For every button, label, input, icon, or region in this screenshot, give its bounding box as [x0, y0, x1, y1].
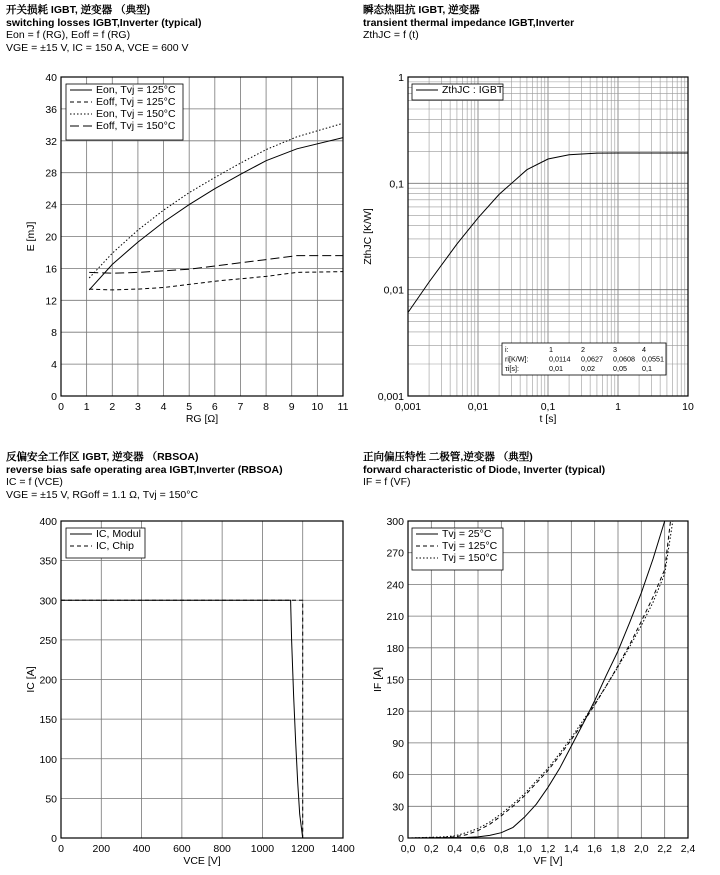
x-tick-label: 1,4	[564, 843, 579, 855]
chart-conditions: VGE = ±15 V, RGoff = 1.1 Ω, Tvj = 150°C	[6, 488, 199, 501]
x-axis-label: VF [V]	[533, 855, 563, 867]
legend-label: Eon, Tvj = 150°C	[96, 108, 176, 120]
chart-formula: IC = f (VCE)	[6, 476, 63, 488]
x-tick-label: 1200	[291, 843, 315, 855]
chart-conditions: VGE = ±15 V, IC = 150 A, VCE = 600 V	[6, 41, 189, 54]
y-tick-label: 36	[45, 103, 57, 116]
y-tick-label: 210	[386, 611, 404, 624]
x-axis-label: RG [Ω]	[185, 413, 219, 425]
chart-formula: IF = f (VF)	[363, 476, 411, 488]
y-tick-label: 16	[45, 263, 57, 276]
chart-title-cn: 开关损耗 IGBT, 逆变器 （典型)	[6, 4, 151, 16]
thermal-table-cell: 2	[581, 345, 585, 354]
x-tick-label: 0,1	[540, 401, 556, 413]
y-tick-label: 30	[392, 801, 404, 814]
series-line-1	[89, 272, 343, 290]
thermal-table-cell: 0,01	[549, 364, 563, 373]
y-tick-label: 250	[39, 634, 57, 647]
x-tick-label: 1	[615, 401, 621, 413]
x-tick-label: 0	[58, 401, 64, 413]
thermal-table-cell: i:	[505, 345, 509, 354]
thermal-table-cell: 3	[613, 345, 617, 354]
legend-label: Eon, Tvj = 125°C	[96, 84, 176, 96]
legend	[412, 528, 503, 570]
x-tick-label: 5	[186, 401, 193, 413]
x-tick-label: 3	[134, 401, 141, 413]
thermal-table-cell: 0,0627	[581, 354, 603, 364]
y-tick-label: 90	[392, 737, 404, 750]
x-tick-label: 600	[173, 843, 191, 855]
chart-zth	[362, 72, 694, 425]
y-tick-label: 28	[45, 167, 57, 180]
x-tick-label: 200	[92, 843, 111, 855]
x-tick-label: 8	[263, 401, 270, 413]
x-tick-label: 10	[311, 401, 324, 413]
y-tick-label: 300	[39, 595, 57, 608]
y-tick-label: 300	[386, 516, 404, 528]
thermal-table-cell: 0,02	[581, 364, 595, 373]
legend	[66, 84, 183, 140]
y-tick-label: 4	[51, 359, 57, 372]
thermal-table-cell: 4	[642, 345, 646, 354]
legend-label: Tvj = 150°C	[442, 552, 498, 564]
x-tick-label: 1400	[331, 843, 355, 855]
chart-sw	[25, 72, 349, 425]
x-tick-label: 11	[337, 401, 349, 413]
chart-title-en: transient thermal impedance IGBT,Inverter	[363, 16, 575, 29]
legend-label: IC, Chip	[96, 540, 134, 552]
x-tick-label: 0,01	[467, 401, 489, 413]
y-tick-label: 150	[386, 674, 404, 687]
x-tick-label: 10	[682, 401, 694, 413]
legend-label: Eoff, Tvj = 150°C	[96, 120, 176, 132]
legend	[66, 528, 145, 558]
y-tick-label: 20	[45, 231, 57, 244]
y-tick-label: 100	[39, 753, 57, 766]
thermal-table-cell: τi[s]:	[505, 364, 520, 373]
y-tick-label: 24	[45, 199, 57, 212]
legend-label: IC, Modul	[96, 528, 141, 540]
y-tick-label: 350	[39, 555, 57, 568]
series-line-0	[89, 138, 343, 290]
x-tick-label: 2,2	[657, 843, 672, 855]
x-tick-label: 2	[109, 401, 116, 413]
y-tick-label: 0,1	[389, 178, 404, 191]
x-tick-label: 1,6	[587, 843, 602, 855]
x-tick-label: 2,4	[680, 843, 696, 855]
chart-title-cn: 正向偏压特性 二极管,逆变器 （典型)	[363, 451, 533, 463]
x-tick-label: 6	[211, 401, 218, 413]
chart-title-cn: 反偏安全工作区 IGBT, 逆变器 （RBSOA)	[6, 451, 199, 463]
legend-label: ZthJC : IGBT	[442, 84, 504, 96]
x-tick-label: 9	[288, 401, 295, 413]
x-tick-label: 4	[160, 401, 167, 413]
x-tick-label: 0,001	[394, 401, 422, 413]
y-tick-label: 0,001	[377, 391, 404, 403]
chart-title-en: switching losses IGBT,Inverter (typical)	[6, 16, 202, 29]
thermal-table-cell: 1	[549, 345, 553, 354]
y-tick-label: 8	[51, 327, 57, 340]
y-axis-label: ZthJC [K/W]	[362, 208, 374, 265]
legend	[412, 84, 504, 100]
legend-label: Tvj = 25°C	[442, 528, 492, 540]
x-tick-label: 800	[213, 843, 231, 855]
x-tick-label: 1000	[250, 843, 275, 855]
y-tick-label: 240	[386, 579, 404, 592]
thermal-table-cell: 0,0608	[613, 354, 635, 364]
x-tick-label: 0,0	[400, 843, 416, 855]
x-tick-label: 0,4	[447, 843, 462, 855]
x-tick-label: 1,2	[540, 843, 556, 855]
y-axis-label: IF [A]	[372, 666, 384, 693]
chart-title-en: reverse bias safe operating area IGBT,Inverter (RBSOA)	[6, 463, 283, 476]
y-tick-label: 0	[51, 391, 57, 403]
x-axis-label: t [s]	[539, 413, 557, 425]
y-tick-label: 120	[386, 706, 404, 719]
legend-label: Eoff, Tvj = 125°C	[96, 96, 176, 108]
y-tick-label: 1	[398, 72, 404, 84]
y-tick-label: 0	[398, 833, 404, 845]
x-tick-label: 0,2	[424, 843, 439, 855]
x-tick-label: 2,0	[634, 843, 649, 855]
gridlines	[61, 521, 343, 838]
x-tick-label: 1	[83, 401, 90, 413]
x-tick-label: 0,6	[470, 843, 486, 855]
y-tick-label: 180	[386, 642, 404, 655]
thermal-table-cell: 0,05	[613, 364, 627, 373]
y-tick-label: 270	[386, 547, 404, 560]
y-tick-label: 32	[45, 135, 57, 148]
y-tick-label: 50	[45, 793, 57, 806]
thermal-table-cell: 0,0551	[642, 354, 664, 364]
series-line-3	[89, 256, 343, 274]
chart-formula: Eon = f (RG), Eoff = f (RG)	[6, 29, 131, 41]
chart-title-en: forward characteristic of Diode, Inverter (typical)	[363, 463, 606, 476]
y-axis-label: IC [A]	[25, 666, 37, 693]
x-tick-label: 1,0	[517, 843, 532, 855]
y-tick-label: 400	[39, 516, 57, 528]
x-tick-label: 1,8	[610, 843, 626, 855]
y-tick-label: 150	[39, 714, 57, 727]
thermal-table-cell: ri[K/W]:	[505, 354, 529, 364]
x-tick-label: 0	[58, 843, 64, 855]
y-tick-label: 12	[45, 295, 57, 308]
y-tick-label: 40	[45, 72, 57, 84]
thermal-table	[502, 343, 666, 375]
chart-diode	[372, 516, 695, 867]
y-axis-label: E [mJ]	[25, 221, 37, 252]
thermal-table-cell: 0,1	[642, 364, 652, 373]
thermal-table-cell: 0,0114	[549, 354, 571, 364]
x-tick-label: 7	[237, 401, 244, 413]
y-tick-label: 60	[392, 769, 404, 782]
x-axis-label: VCE [V]	[183, 855, 221, 867]
y-tick-label: 0,01	[383, 284, 404, 297]
chart-formula: ZthJC = f (t)	[363, 29, 419, 41]
x-tick-label: 0,8	[494, 843, 509, 855]
x-tick-label: 400	[132, 843, 151, 855]
y-tick-label: 200	[39, 674, 57, 687]
chart-rbsoa	[25, 516, 355, 867]
chart-title-cn: 瞬态热阻抗 IGBT, 逆变器	[363, 4, 480, 16]
legend-label: Tvj = 125°C	[442, 540, 498, 552]
y-tick-label: 0	[51, 833, 57, 845]
